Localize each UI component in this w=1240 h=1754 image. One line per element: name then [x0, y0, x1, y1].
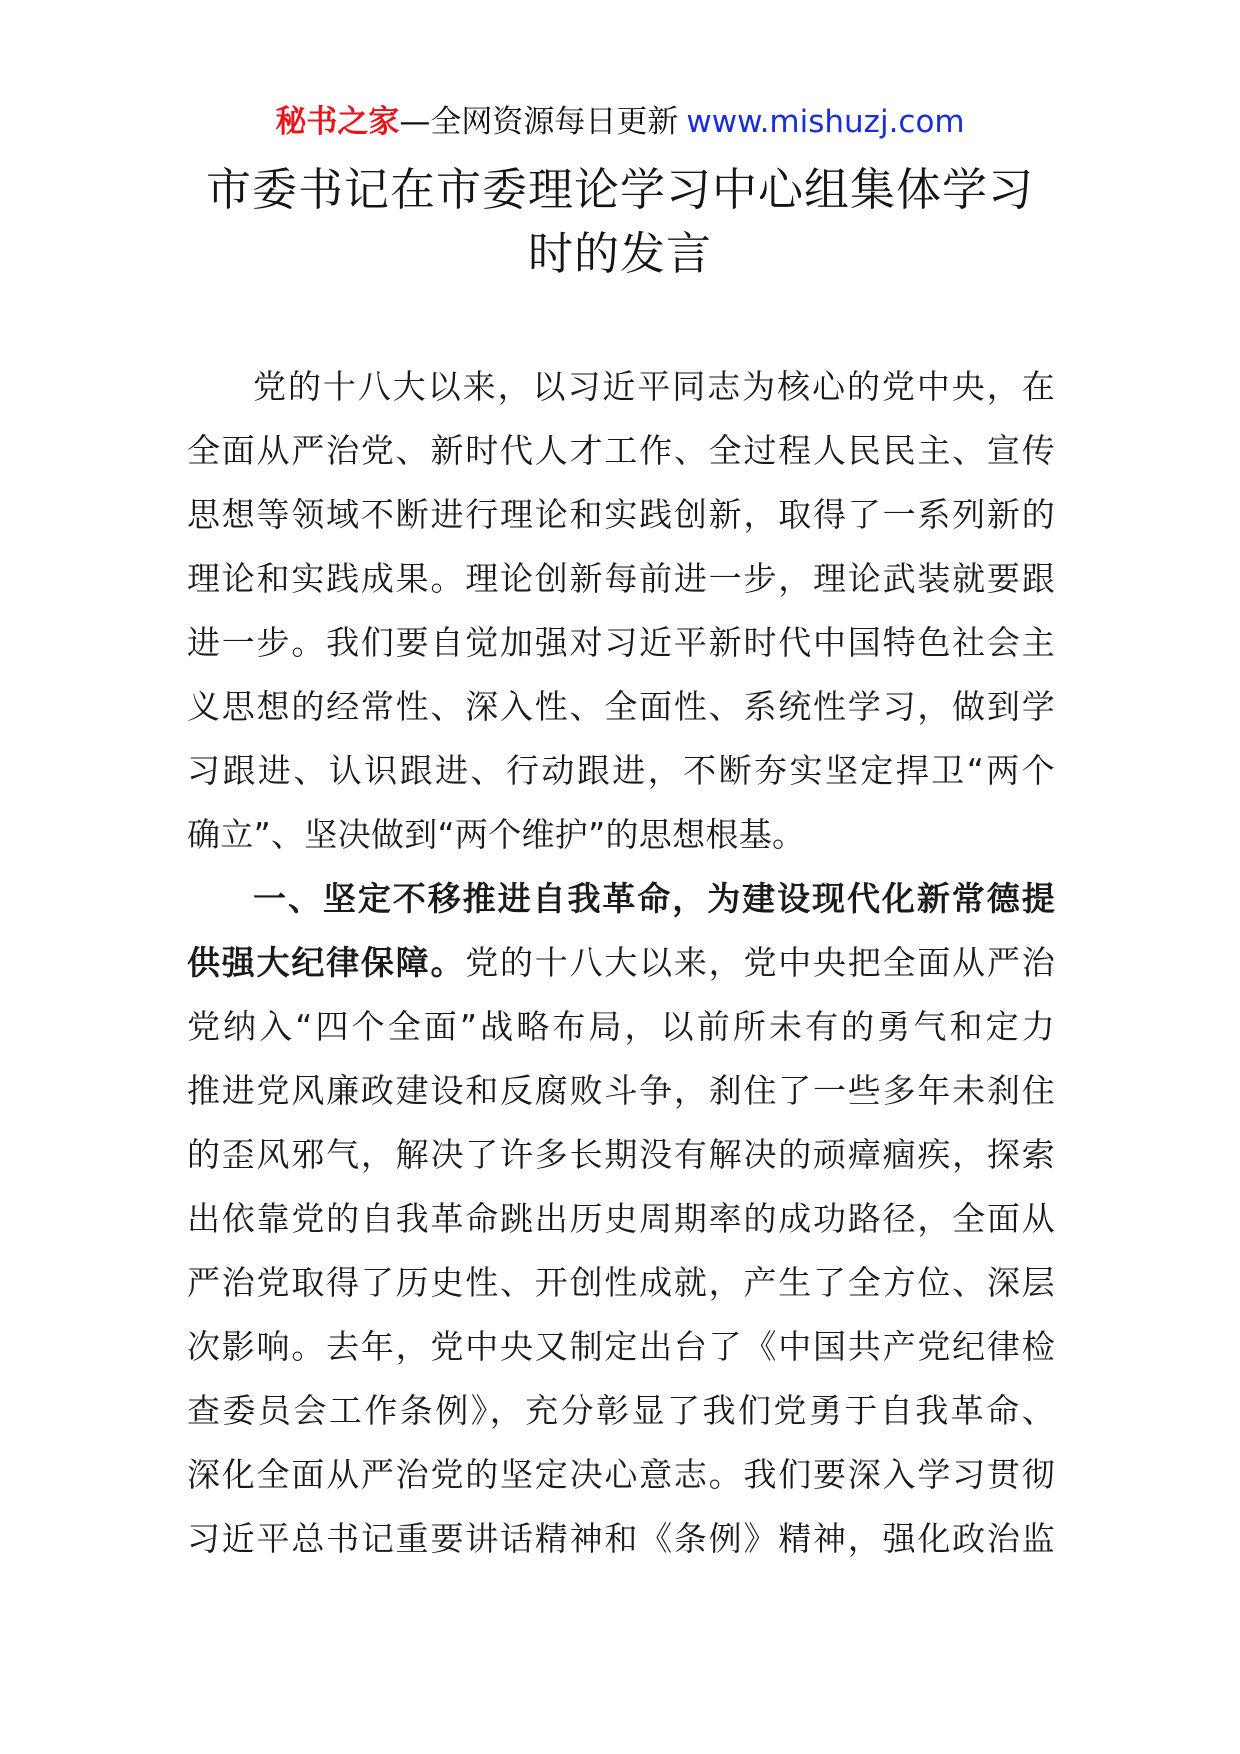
- text-line: 习近平总书记重要讲话精神和《条例》精神，强化政治监: [187, 1519, 1055, 1558]
- title-line-1: 市委书记在市委理论学习中心组集体学习: [205, 163, 1034, 216]
- section-heading-end: 供强大纪律保障。: [187, 943, 466, 982]
- document-body: [187, 355, 1055, 1571]
- section-heading-line: [187, 867, 1055, 931]
- title-line-2: 时的发言: [527, 227, 712, 280]
- text-line: 确立”、坚决做到“两个维护”的思想根基。: [187, 815, 806, 854]
- text-line: 推进党风廉政建设和反腐败斗争，刹住了一些多年未刹住: [187, 1071, 1055, 1110]
- section-heading: 一、坚定不移推进自我革命，为建设现代化新常德提: [253, 879, 1055, 918]
- header-url: www.mishuzj.com: [686, 104, 965, 140]
- text-line: 的歪风邪气，解决了许多长期没有解决的顽瘴痼疾，探索: [187, 1135, 1055, 1174]
- text-line: 党的十八大以来，以习近平同志为核心的党中央，在: [253, 367, 1055, 406]
- text-fragment: 党的十八大以来，党中央把全面从严治: [465, 943, 1055, 982]
- watermark-header: [0, 100, 1240, 144]
- header-brand: 秘书之家: [275, 104, 400, 140]
- text-line: 深化全面从严治党的坚定决心意志。我们要深入学习贯彻: [187, 1455, 1055, 1494]
- paragraph-intro: [187, 355, 1055, 867]
- text-line: 查委员会工作条例》，充分彰显了我们党勇于自我革命、: [187, 1391, 1055, 1430]
- text-line: [187, 931, 1055, 995]
- text-line: 理论和实践成果。理论创新每前进一步，理论武装就要跟: [187, 559, 1055, 598]
- text-line: 党纳入“四个全面”战略布局，以前所未有的勇气和定力: [187, 1007, 1055, 1046]
- text-line: 义思想的经常性、深入性、全面性、系统性学习，做到学: [187, 687, 1055, 726]
- text-line: 次影响。去年，党中央又制定出台了《中国共产党纪律检: [187, 1327, 1055, 1366]
- text-line: 出依靠党的自我革命跳出历史周期率的成功路径，全面从: [187, 1199, 1055, 1238]
- header-tagline: —全网资源每日更新: [399, 104, 679, 140]
- text-line: 思想等领域不断进行理论和实践创新，取得了一系列新的: [187, 495, 1055, 534]
- text-line: 严治党取得了历史性、开创性成就，产生了全方位、深层: [187, 1263, 1055, 1302]
- text-line: 全面从严治党、新时代人才工作、全过程人民民主、宣传: [187, 431, 1055, 470]
- paragraph-section-one: [187, 867, 1055, 1571]
- document-title: [150, 158, 1090, 286]
- text-line: 习跟进、认识跟进、行动跟进，不断夯实坚定捍卫“两个: [187, 751, 1055, 790]
- text-line: 进一步。我们要自觉加强对习近平新时代中国特色社会主: [187, 623, 1055, 662]
